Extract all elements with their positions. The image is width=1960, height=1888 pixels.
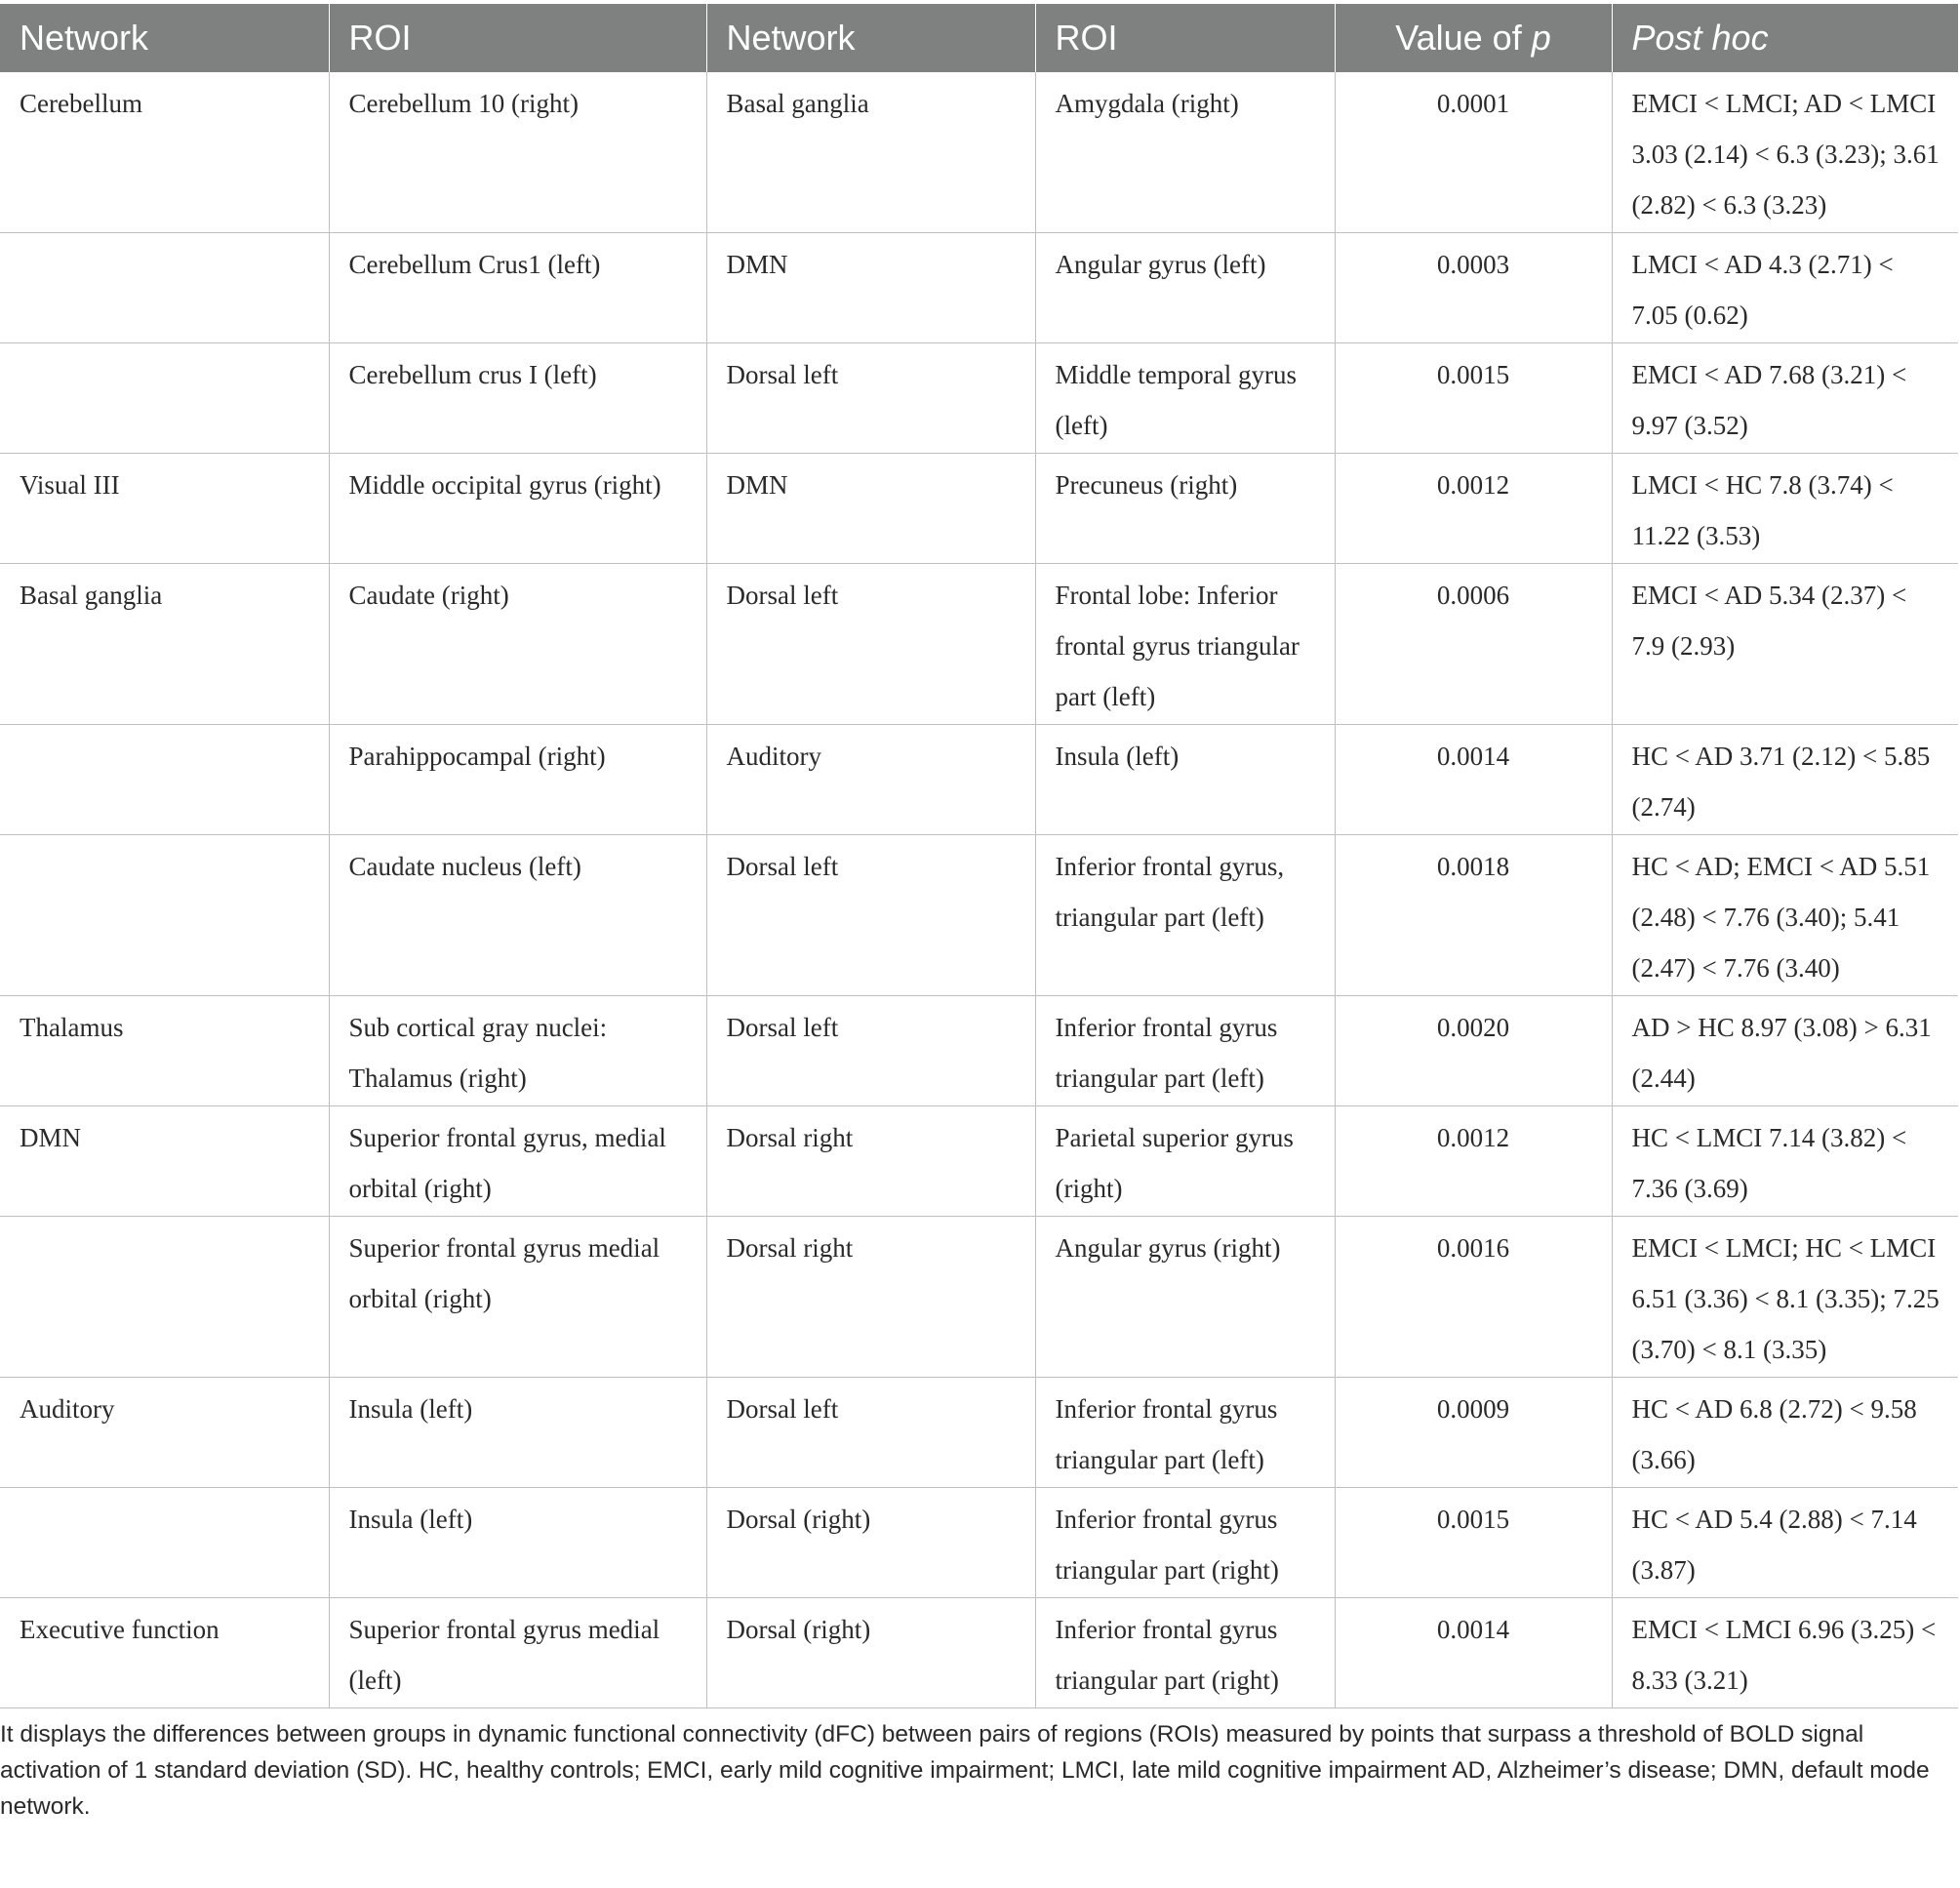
cell-roi-2: Inferior frontal gyrus triangular part (left) — [1035, 1378, 1335, 1488]
header-network-1: Network — [0, 4, 329, 72]
cell-roi-2: Insula (left) — [1035, 725, 1335, 835]
table-row — [0, 1378, 1958, 1488]
cell-value-of-p: 0.0014 — [1335, 1598, 1612, 1708]
cell-roi-1: Insula (left) — [329, 1488, 706, 1598]
header-post-hoc — [1612, 4, 1958, 72]
cell-post-hoc: HC < LMCI 7.14 (3.82) < 7.36 (3.69) — [1612, 1106, 1958, 1217]
cell-network-2: Dorsal (right) — [706, 1488, 1035, 1598]
cell-value-of-p: 0.0016 — [1335, 1217, 1612, 1378]
cell-roi-1: Sub cortical gray nuclei: Thalamus (right) — [329, 996, 706, 1106]
cell-network-2: Dorsal right — [706, 1106, 1035, 1217]
cell-post-hoc: HC < AD 6.8 (2.72) < 9.58 (3.66) — [1612, 1378, 1958, 1488]
cell-network-1: Thalamus — [0, 996, 329, 1106]
cell-network-1 — [0, 835, 329, 996]
header-network-2: Network — [706, 4, 1035, 72]
table-header-row — [0, 4, 1958, 72]
cell-network-2: Auditory — [706, 725, 1035, 835]
cell-roi-2: Inferior frontal gyrus triangular part (right) — [1035, 1488, 1335, 1598]
cell-post-hoc: EMCI < LMCI 6.96 (3.25) < 8.33 (3.21) — [1612, 1598, 1958, 1708]
cell-network-1 — [0, 1217, 329, 1378]
cell-roi-1: Superior frontal gyrus medial orbital (right) — [329, 1217, 706, 1378]
cell-roi-1: Cerebellum crus I (left) — [329, 343, 706, 454]
cell-network-1: Visual III — [0, 454, 329, 564]
cell-value-of-p: 0.0012 — [1335, 454, 1612, 564]
cell-network-2: Dorsal (right) — [706, 1598, 1035, 1708]
cell-value-of-p: 0.0018 — [1335, 835, 1612, 996]
cell-network-1: DMN — [0, 1106, 329, 1217]
table-row — [0, 1106, 1958, 1217]
cell-roi-2: Frontal lobe: Inferior frontal gyrus triangular part (left) — [1035, 564, 1335, 725]
cell-network-1 — [0, 725, 329, 835]
cell-roi-2: Parietal superior gyrus (right) — [1035, 1106, 1335, 1217]
cell-roi-2: Inferior frontal gyrus triangular part (left) — [1035, 996, 1335, 1106]
table-row — [0, 835, 1958, 996]
cell-network-1: Basal ganglia — [0, 564, 329, 725]
header-value-of-label: Value of — [1395, 18, 1532, 58]
table-row — [0, 996, 1958, 1106]
cell-post-hoc: HC < AD 3.71 (2.12) < 5.85 (2.74) — [1612, 725, 1958, 835]
cell-network-2: Dorsal left — [706, 343, 1035, 454]
cell-post-hoc: EMCI < AD 5.34 (2.37) < 7.9 (2.93) — [1612, 564, 1958, 725]
cell-value-of-p: 0.0020 — [1335, 996, 1612, 1106]
header-value-of-p — [1335, 4, 1612, 72]
cell-value-of-p: 0.0015 — [1335, 343, 1612, 454]
cell-network-2: Basal ganglia — [706, 72, 1035, 233]
header-post-hoc-label: Post hoc — [1631, 18, 1769, 58]
cell-network-2: DMN — [706, 454, 1035, 564]
cell-network-2: Dorsal left — [706, 1378, 1035, 1488]
cell-roi-2: Inferior frontal gyrus, triangular part (left) — [1035, 835, 1335, 996]
cell-roi-1: Cerebellum 10 (right) — [329, 72, 706, 233]
table-body — [0, 72, 1958, 1708]
cell-network-2: Dorsal left — [706, 996, 1035, 1106]
results-table — [0, 4, 1958, 1708]
cell-post-hoc: LMCI < AD 4.3 (2.71) < 7.05 (0.62) — [1612, 233, 1958, 343]
cell-post-hoc: EMCI < LMCI; AD < LMCI 3.03 (2.14) < 6.3 (3.23); 3.61 (2.82) < 6.3 (3.23) — [1612, 72, 1958, 233]
table-row — [0, 343, 1958, 454]
cell-post-hoc: AD > HC 8.97 (3.08) > 6.31 (2.44) — [1612, 996, 1958, 1106]
cell-value-of-p: 0.0009 — [1335, 1378, 1612, 1488]
cell-roi-2: Inferior frontal gyrus triangular part (right) — [1035, 1598, 1335, 1708]
cell-value-of-p: 0.0015 — [1335, 1488, 1612, 1598]
header-roi-1: ROI — [329, 4, 706, 72]
cell-network-2: Dorsal right — [706, 1217, 1035, 1378]
header-p-symbol: p — [1531, 18, 1551, 58]
table-row — [0, 454, 1958, 564]
cell-network-2: Dorsal left — [706, 835, 1035, 996]
cell-network-1: Cerebellum — [0, 72, 329, 233]
cell-value-of-p: 0.0014 — [1335, 725, 1612, 835]
cell-network-2: Dorsal left — [706, 564, 1035, 725]
cell-network-1: Executive function — [0, 1598, 329, 1708]
table-row — [0, 725, 1958, 835]
cell-value-of-p: 0.0001 — [1335, 72, 1612, 233]
cell-roi-2: Angular gyrus (right) — [1035, 1217, 1335, 1378]
cell-network-1 — [0, 1488, 329, 1598]
cell-roi-2: Angular gyrus (left) — [1035, 233, 1335, 343]
cell-post-hoc: HC < AD; EMCI < AD 5.51 (2.48) < 7.76 (3.40); 5.41 (2.47) < 7.76 (3.40) — [1612, 835, 1958, 996]
table-row — [0, 1488, 1958, 1598]
header-roi-2: ROI — [1035, 4, 1335, 72]
table-row — [0, 564, 1958, 725]
table-row — [0, 1217, 1958, 1378]
table-footnote: It displays the differences between groups in dynamic functional connectivity (dFC) between pairs of regions (ROIs) measured by points that surpass a threshold of BOLD signal activation of 1 standard deviation (SD). HC, healthy controls; EMCI, early mild cognitive impairment; LMCI, late mild cognitive impairment AD, Alzheimer’s disease; DMN, default mode network. — [0, 1721, 1930, 1820]
cell-value-of-p: 0.0012 — [1335, 1106, 1612, 1217]
cell-roi-1: Caudate (right) — [329, 564, 706, 725]
cell-network-2: DMN — [706, 233, 1035, 343]
cell-roi-2: Middle temporal gyrus (left) — [1035, 343, 1335, 454]
cell-roi-2: Amygdala (right) — [1035, 72, 1335, 233]
cell-roi-1: Superior frontal gyrus medial (left) — [329, 1598, 706, 1708]
table-row — [0, 72, 1958, 233]
cell-value-of-p: 0.0003 — [1335, 233, 1612, 343]
cell-network-1 — [0, 233, 329, 343]
cell-roi-1: Cerebellum Crus1 (left) — [329, 233, 706, 343]
cell-post-hoc: HC < AD 5.4 (2.88) < 7.14 (3.87) — [1612, 1488, 1958, 1598]
table-container — [0, 4, 1960, 1825]
cell-network-1: Auditory — [0, 1378, 329, 1488]
cell-post-hoc: EMCI < LMCI; HC < LMCI 6.51 (3.36) < 8.1 (3.35); 7.25 (3.70) < 8.1 (3.35) — [1612, 1217, 1958, 1378]
cell-roi-1: Caudate nucleus (left) — [329, 835, 706, 996]
cell-roi-1: Parahippocampal (right) — [329, 725, 706, 835]
cell-value-of-p: 0.0006 — [1335, 564, 1612, 725]
cell-post-hoc: LMCI < HC 7.8 (3.74) < 11.22 (3.53) — [1612, 454, 1958, 564]
cell-post-hoc: EMCI < AD 7.68 (3.21) < 9.97 (3.52) — [1612, 343, 1958, 454]
table-row — [0, 1598, 1958, 1708]
cell-network-1 — [0, 343, 329, 454]
cell-roi-1: Insula (left) — [329, 1378, 706, 1488]
table-row — [0, 233, 1958, 343]
cell-roi-1: Superior frontal gyrus, medial orbital (right) — [329, 1106, 706, 1217]
cell-roi-2: Precuneus (right) — [1035, 454, 1335, 564]
cell-roi-1: Middle occipital gyrus (right) — [329, 454, 706, 564]
